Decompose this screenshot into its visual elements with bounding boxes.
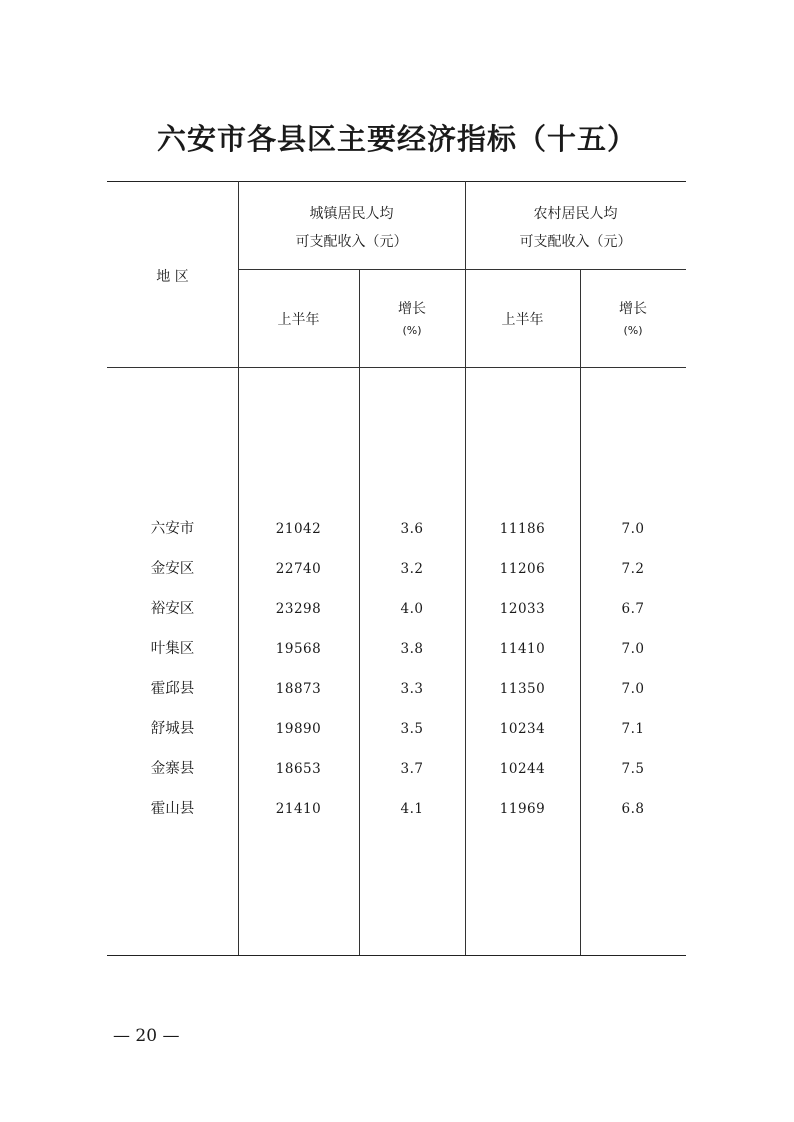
urban-growth-unit: (%): [402, 324, 422, 337]
urban-group-line1: 城镇居民人均: [309, 206, 394, 222]
rural-growth-cell: 7.0: [621, 681, 645, 697]
header-group-rule: [238, 269, 686, 270]
region-cell: 叶集区: [150, 641, 195, 657]
table-top-rule: [107, 181, 686, 182]
urban-growth-label: 增长: [398, 301, 426, 317]
region-cell: 六安市: [150, 521, 195, 537]
rural-income-group-header: [465, 200, 686, 256]
urban-growth-cell: 4.1: [400, 801, 424, 817]
rural-growth-header: [580, 298, 686, 342]
page-title: 六安市各县区主要经济指标（十五）: [156, 122, 637, 156]
urban-group-line2: 可支配收入（元）: [295, 234, 408, 250]
rural-growth-unit: (%): [623, 324, 643, 337]
rural-growth-cell: 6.8: [621, 801, 645, 817]
region-cell: 舒城县: [150, 721, 195, 737]
urban-half-year-label: 上半年: [277, 312, 320, 328]
rural-half-year-header: [465, 306, 580, 334]
rural-half-year-cell: 10234: [499, 721, 546, 737]
region-cell: 裕安区: [150, 601, 195, 617]
urban-half-year-header: [238, 306, 359, 334]
page-number: — 20 —: [113, 1026, 180, 1046]
urban-growth-cell: 3.7: [400, 761, 424, 777]
urban-growth-cell: 3.5: [400, 721, 424, 737]
rural-growth-cell: 7.0: [621, 521, 645, 537]
urban-growth-cell: 3.3: [400, 681, 424, 697]
urban-half-year-cell: 18653: [275, 761, 322, 777]
urban-half-year-cell: 21042: [275, 521, 322, 537]
rural-half-year-cell: 11206: [499, 561, 546, 577]
region-cell: 金安区: [150, 561, 195, 577]
urban-half-year-cell: 19568: [275, 641, 322, 657]
rural-half-year-cell: 11350: [499, 681, 546, 697]
region-cell: 金寨县: [150, 761, 195, 777]
rural-group-line1: 农村居民人均: [533, 206, 618, 222]
rural-half-year-cell: 11969: [499, 801, 546, 817]
rural-growth-cell: 7.2: [621, 561, 645, 577]
urban-half-year-cell: 22740: [275, 561, 322, 577]
urban-income-group-header: [238, 200, 465, 256]
urban-growth-cell: 3.8: [400, 641, 424, 657]
rural-half-year-label: 上半年: [501, 312, 544, 328]
rural-group-line2: 可支配收入（元）: [519, 234, 632, 250]
urban-half-year-cell: 21410: [275, 801, 322, 817]
rural-growth-cell: 7.1: [621, 721, 645, 737]
urban-growth-cell: 4.0: [400, 601, 424, 617]
rural-growth-cell: 6.7: [621, 601, 645, 617]
rural-half-year-cell: 11186: [499, 521, 546, 537]
region-header-label: 地 区: [156, 269, 189, 285]
table-bottom-rule: [107, 955, 686, 956]
header-bottom-rule: [107, 367, 686, 368]
urban-growth-cell: 3.6: [400, 521, 424, 537]
rural-growth-cell: 7.0: [621, 641, 645, 657]
region-cell: 霍山县: [150, 801, 195, 817]
urban-half-year-cell: 19890: [275, 721, 322, 737]
rural-growth-cell: 7.5: [621, 761, 645, 777]
urban-growth-header: [359, 298, 465, 342]
urban-half-year-cell: 18873: [275, 681, 322, 697]
rural-half-year-cell: 11410: [499, 641, 546, 657]
rural-growth-label: 增长: [619, 301, 647, 317]
region-cell: 霍邱县: [150, 681, 195, 697]
region-header: [107, 263, 238, 291]
rural-half-year-cell: 12033: [499, 601, 546, 617]
rural-half-year-cell: 10244: [499, 761, 546, 777]
urban-half-year-cell: 23298: [275, 601, 322, 617]
urban-growth-cell: 3.2: [400, 561, 424, 577]
